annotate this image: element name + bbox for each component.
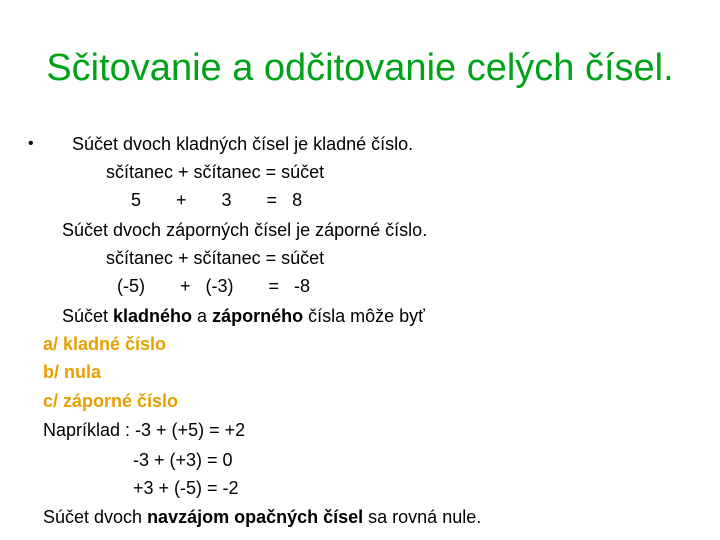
bold-opposite-numbers: navzájom opačných čísel — [147, 507, 364, 527]
opposites-part: Súčet dvoch — [43, 507, 148, 527]
text-line-mixed-sum — [62, 303, 425, 329]
formula-example-2: (-5) + (-3) = -8 — [117, 276, 311, 296]
example-line-2: -3 + (+3) = 0 — [133, 450, 233, 470]
text-line-negative-sum: Súčet dvoch záporných čísel je záporné číslo. — [62, 220, 428, 240]
bold-zaporneho: záporného — [212, 306, 304, 326]
mixed-sum-part: čísla môže byť — [303, 306, 425, 326]
example-line-1: Napríklad : -3 + (+5) = +2 — [43, 420, 246, 440]
formula-words-1: sčítanec + sčítanec = súčet — [106, 162, 325, 182]
text-line-positive-sum: Súčet dvoch kladných čísel je kladné číslo. — [72, 134, 414, 154]
example-line-3: +3 + (-5) = -2 — [133, 478, 239, 498]
slide-title: Sčitovanie a odčitovanie celých čísel. — [46, 47, 674, 89]
option-a: a/ kladné číslo — [43, 334, 167, 354]
mixed-sum-part: a — [192, 306, 213, 326]
option-c: c/ záporné číslo — [43, 391, 179, 411]
option-b: b/ nula — [43, 362, 101, 382]
bullet-point: • — [28, 135, 34, 152]
formula-example-1: 5 + 3 = 8 — [131, 190, 303, 210]
text-line-opposites — [43, 504, 481, 530]
formula-words-2: sčítanec + sčítanec = súčet — [106, 248, 325, 268]
bold-kladneho: kladného — [113, 306, 193, 326]
mixed-sum-part: Súčet — [62, 306, 114, 326]
opposites-part: sa rovná nule. — [363, 507, 482, 527]
